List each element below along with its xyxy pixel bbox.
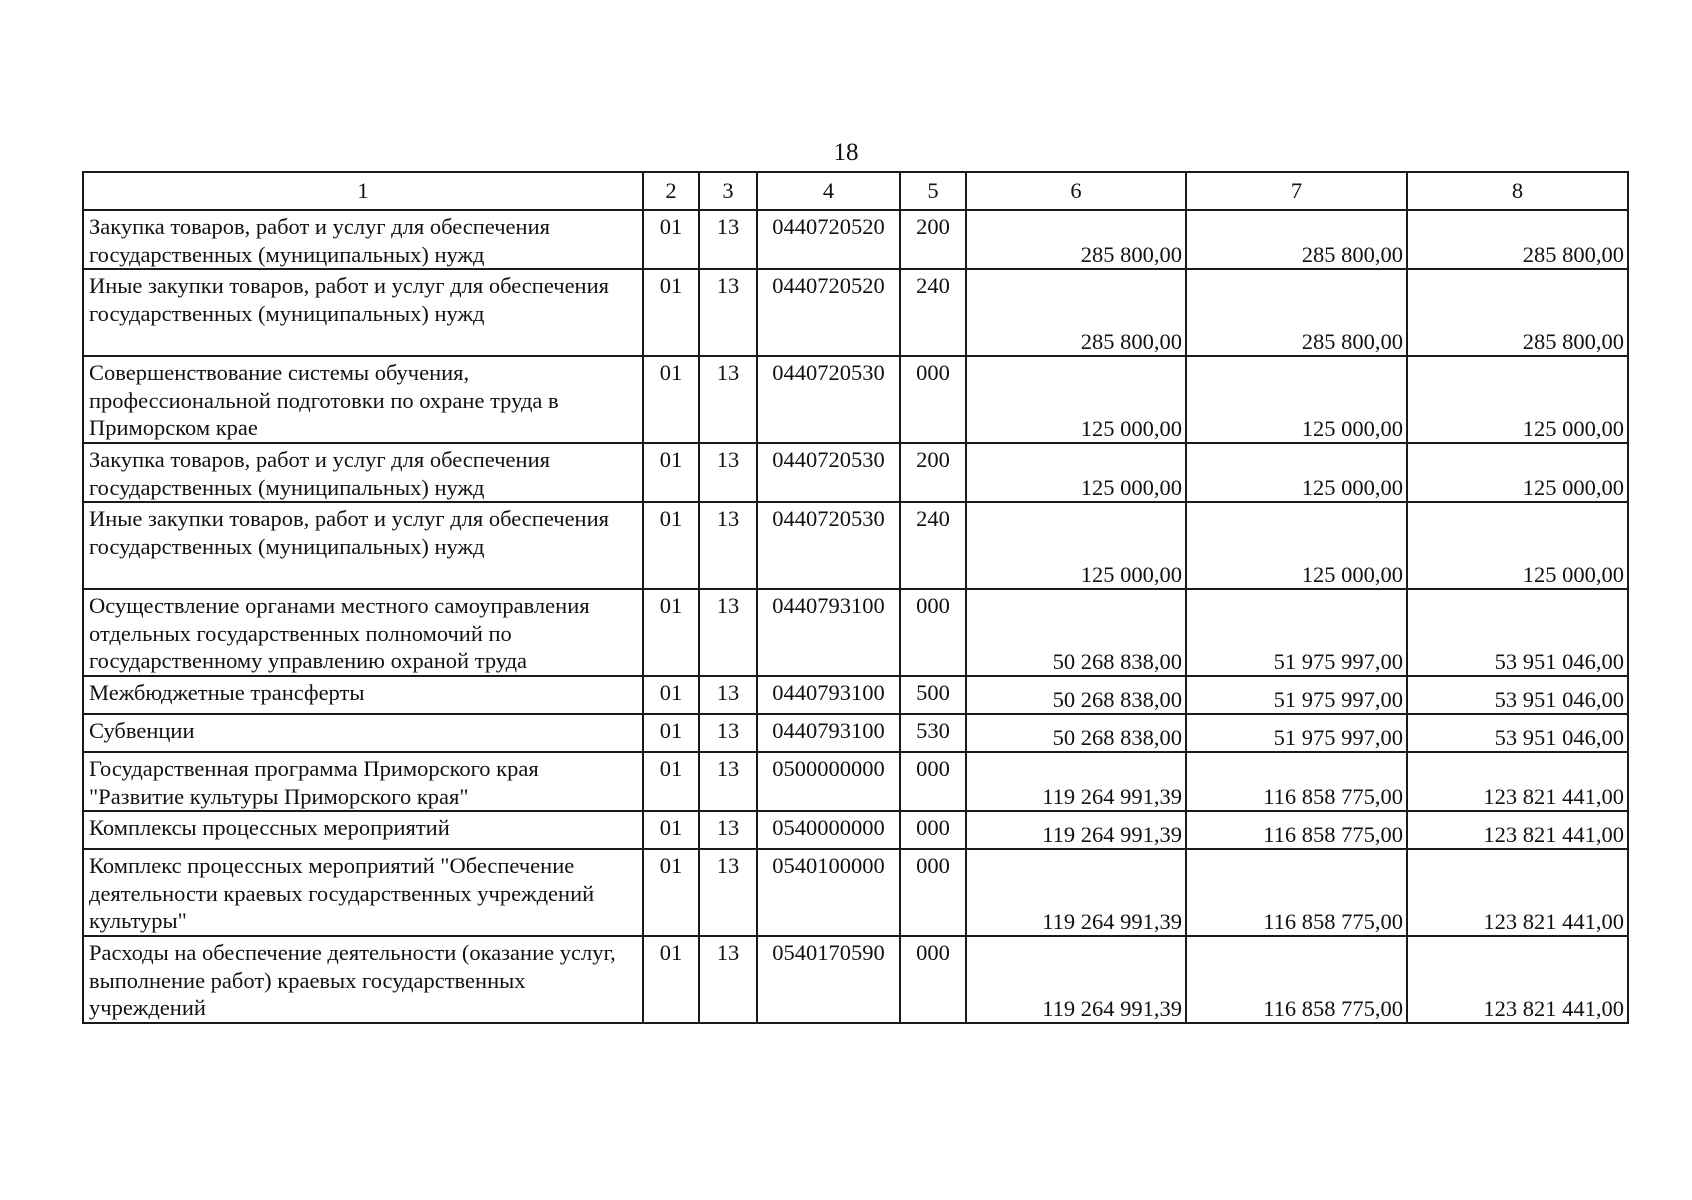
row-name: Комплексы процессных мероприятий <box>83 811 643 849</box>
row-subsection: 13 <box>699 714 757 752</box>
row-amount-col6: 285 800,00 <box>966 210 1186 269</box>
row-target-article: 0440720530 <box>757 443 900 502</box>
row-amount-col6: 119 264 991,39 <box>966 849 1186 936</box>
row-section: 01 <box>643 210 699 269</box>
row-amount-col7: 285 800,00 <box>1186 210 1407 269</box>
row-amount-col8: 125 000,00 <box>1407 502 1628 589</box>
row-amount-col7: 116 858 775,00 <box>1186 752 1407 811</box>
row-amount-col6: 285 800,00 <box>966 269 1186 356</box>
header-col-1: 1 <box>83 172 643 210</box>
row-amount-col8: 125 000,00 <box>1407 443 1628 502</box>
row-section: 01 <box>643 676 699 714</box>
row-amount-col7: 125 000,00 <box>1186 502 1407 589</box>
row-amount-col7: 125 000,00 <box>1186 443 1407 502</box>
row-section: 01 <box>643 936 699 1023</box>
header-col-2: 2 <box>643 172 699 210</box>
budget-table <box>82 171 1629 1024</box>
row-section: 01 <box>643 752 699 811</box>
row-amount-col8: 123 821 441,00 <box>1407 811 1628 849</box>
row-amount-col6: 50 268 838,00 <box>966 714 1186 752</box>
row-target-article: 0440793100 <box>757 676 900 714</box>
row-subsection: 13 <box>699 210 757 269</box>
table-row <box>83 714 1628 752</box>
row-expense-type: 500 <box>900 676 966 714</box>
row-name: Закупка товаров, работ и услуг для обеспечения государственных (муниципальных) нужд <box>83 443 643 502</box>
row-name: Совершенствование системы обучения, профессиональной подготовки по охране труда в Приморском крае <box>83 356 643 443</box>
row-amount-col6: 125 000,00 <box>966 502 1186 589</box>
row-amount-col7: 125 000,00 <box>1186 356 1407 443</box>
row-section: 01 <box>643 269 699 356</box>
table-row <box>83 210 1628 269</box>
table-row <box>83 811 1628 849</box>
row-amount-col7: 51 975 997,00 <box>1186 589 1407 676</box>
table-row <box>83 752 1628 811</box>
row-section: 01 <box>643 356 699 443</box>
row-expense-type: 200 <box>900 443 966 502</box>
row-amount-col8: 123 821 441,00 <box>1407 936 1628 1023</box>
table-row <box>83 676 1628 714</box>
row-amount-col6: 50 268 838,00 <box>966 589 1186 676</box>
row-section: 01 <box>643 811 699 849</box>
row-expense-type: 000 <box>900 589 966 676</box>
row-target-article: 0440793100 <box>757 589 900 676</box>
row-amount-col8: 123 821 441,00 <box>1407 849 1628 936</box>
row-amount-col8: 285 800,00 <box>1407 269 1628 356</box>
row-target-article: 0500000000 <box>757 752 900 811</box>
row-target-article: 0440793100 <box>757 714 900 752</box>
table-row <box>83 269 1628 356</box>
row-target-article: 0440720530 <box>757 356 900 443</box>
row-amount-col8: 53 951 046,00 <box>1407 676 1628 714</box>
row-expense-type: 200 <box>900 210 966 269</box>
row-amount-col6: 119 264 991,39 <box>966 752 1186 811</box>
row-subsection: 13 <box>699 811 757 849</box>
row-expense-type: 000 <box>900 356 966 443</box>
row-amount-col7: 116 858 775,00 <box>1186 849 1407 936</box>
table-row <box>83 589 1628 676</box>
table-row <box>83 502 1628 589</box>
row-target-article: 0540000000 <box>757 811 900 849</box>
row-name: Комплекс процессных мероприятий "Обеспечение деятельности краевых государственных учреждений культуры" <box>83 849 643 936</box>
row-section: 01 <box>643 849 699 936</box>
row-target-article: 0440720520 <box>757 210 900 269</box>
row-subsection: 13 <box>699 676 757 714</box>
row-amount-col7: 285 800,00 <box>1186 269 1407 356</box>
row-amount-col6: 125 000,00 <box>966 443 1186 502</box>
row-target-article: 0540170590 <box>757 936 900 1023</box>
header-col-8: 8 <box>1407 172 1628 210</box>
table-row <box>83 936 1628 1023</box>
row-amount-col7: 51 975 997,00 <box>1186 714 1407 752</box>
row-expense-type: 240 <box>900 502 966 589</box>
row-name: Осуществление органами местного самоуправления отдельных государственных полномочий по государственному управлению охраной труда <box>83 589 643 676</box>
row-subsection: 13 <box>699 502 757 589</box>
header-col-4: 4 <box>757 172 900 210</box>
row-amount-col6: 119 264 991,39 <box>966 811 1186 849</box>
row-subsection: 13 <box>699 269 757 356</box>
table-header <box>83 172 1628 210</box>
header-row <box>83 172 1628 210</box>
row-target-article: 0540100000 <box>757 849 900 936</box>
row-section: 01 <box>643 589 699 676</box>
row-amount-col7: 116 858 775,00 <box>1186 811 1407 849</box>
row-amount-col8: 53 951 046,00 <box>1407 589 1628 676</box>
row-name: Закупка товаров, работ и услуг для обеспечения государственных (муниципальных) нужд <box>83 210 643 269</box>
row-expense-type: 000 <box>900 811 966 849</box>
row-section: 01 <box>643 714 699 752</box>
header-col-7: 7 <box>1186 172 1407 210</box>
row-section: 01 <box>643 502 699 589</box>
row-amount-col6: 125 000,00 <box>966 356 1186 443</box>
row-name: Субвенции <box>83 714 643 752</box>
row-subsection: 13 <box>699 752 757 811</box>
row-amount-col8: 53 951 046,00 <box>1407 714 1628 752</box>
page-number: 18 <box>833 139 859 166</box>
row-section: 01 <box>643 443 699 502</box>
row-amount-col8: 123 821 441,00 <box>1407 752 1628 811</box>
row-amount-col7: 51 975 997,00 <box>1186 676 1407 714</box>
row-expense-type: 000 <box>900 849 966 936</box>
row-subsection: 13 <box>699 356 757 443</box>
header-col-3: 3 <box>699 172 757 210</box>
row-subsection: 13 <box>699 936 757 1023</box>
table-row <box>83 849 1628 936</box>
row-name: Иные закупки товаров, работ и услуг для обеспечения государственных (муниципальных) нужд <box>83 502 643 589</box>
row-subsection: 13 <box>699 589 757 676</box>
row-name: Расходы на обеспечение деятельности (оказание услуг, выполнение работ) краевых государственных учреждений <box>83 936 643 1023</box>
row-expense-type: 000 <box>900 936 966 1023</box>
row-subsection: 13 <box>699 849 757 936</box>
row-amount-col8: 125 000,00 <box>1407 356 1628 443</box>
row-target-article: 0440720530 <box>757 502 900 589</box>
row-subsection: 13 <box>699 443 757 502</box>
row-expense-type: 240 <box>900 269 966 356</box>
table-row <box>83 356 1628 443</box>
header-col-5: 5 <box>900 172 966 210</box>
row-expense-type: 530 <box>900 714 966 752</box>
row-name: Иные закупки товаров, работ и услуг для обеспечения государственных (муниципальных) нужд <box>83 269 643 356</box>
row-expense-type: 000 <box>900 752 966 811</box>
row-amount-col7: 116 858 775,00 <box>1186 936 1407 1023</box>
row-name: Межбюджетные трансферты <box>83 676 643 714</box>
table-row <box>83 443 1628 502</box>
header-col-6: 6 <box>966 172 1186 210</box>
row-name: Государственная программа Приморского края "Развитие культуры Приморского края" <box>83 752 643 811</box>
row-amount-col6: 119 264 991,39 <box>966 936 1186 1023</box>
row-target-article: 0440720520 <box>757 269 900 356</box>
table-body <box>83 210 1628 1023</box>
row-amount-col6: 50 268 838,00 <box>966 676 1186 714</box>
row-amount-col8: 285 800,00 <box>1407 210 1628 269</box>
